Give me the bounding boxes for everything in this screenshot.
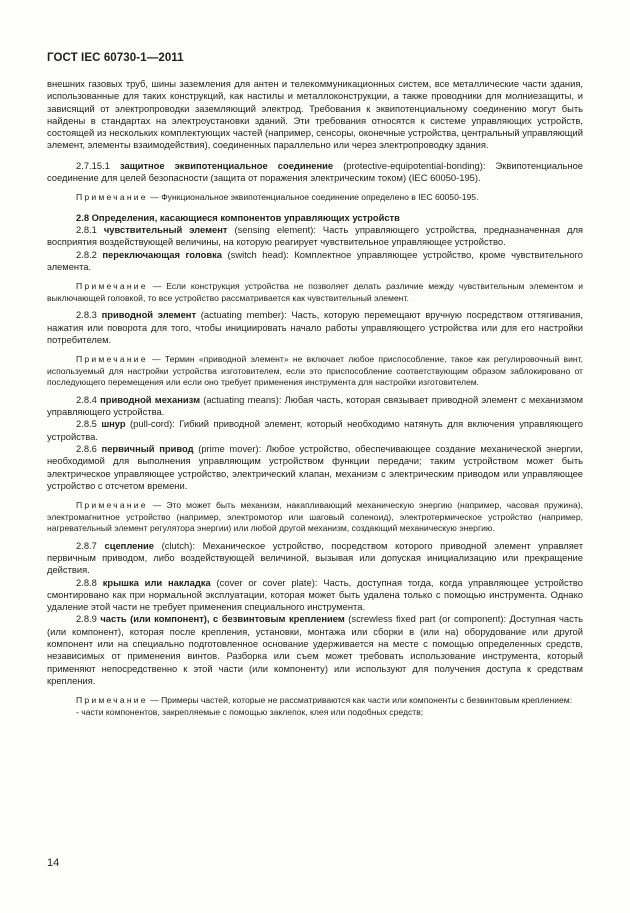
note-label: Примечание xyxy=(76,281,148,292)
paragraph-continuation: внешних газовых труб, шины заземления для антен и телекоммуникационных систем, все металлические части здания, использованные для таких конструкций, как настилы и металлоконструкции, а также проводники для молниезащиты, и зависящий от электропроводки заземляющий электрод. Требования к эквипотенциальному соединению могут быть найдены в стандартах на электроустановки зданий. Эти требования относятся к системе управляющих устройств, состоящей из нескольких комплектующих частей (например, сенсоры, оконечные устройства, центральный управляющий элемент, элементы взаимодействия), соединенных параллельно или через электропроводку здания. xyxy=(47,78,583,151)
definition-2-8-4: 2.8.4 приводной механизм (actuating means): Любая часть, которая связывает приводной элемент с механизмом управляющего устройства. xyxy=(47,393,583,418)
definition-2-8-3: 2.8.3 приводной элемент (actuating member): Часть, которую перемещают вручную посредством оттягивания, нажатия или поворота для того, чтобы инициировать начало работы управляющего устройства или для его настройки потребителем. xyxy=(47,309,583,345)
standard-header: ГОСТ IEC 60730-1—2011 xyxy=(47,52,184,64)
definition-2-8-2: 2.8.2 переключающая головка (switch head): Комплектное управляющее устройство, кроме чувствительного элемента. xyxy=(47,248,583,273)
definition-2-8-1: 2.8.1 чувствительный элемент (sensing element): Часть управляющего устройства, предназначенная для восприятия воздействующей величины, на которую реагирует чувствительное управляющее устройство. xyxy=(47,224,583,248)
note-1: Примечание — Функциональное эквипотенциальное соединение определено в IEC 60050-195. xyxy=(76,192,479,203)
page-content xyxy=(47,78,583,718)
note-label: Примечание xyxy=(76,695,148,706)
definition-2-8-6: 2.8.6 первичный привод (prime mover): Любое устройство, обеспечивающее создание механической энергии, необходимой для выполнения управляющим устройством функции передачи; таким устройством может быть электрическое управляющее устройство, электрический клапан, механизм с электрическим приводом или управляющее устройство с отсчетом времени. xyxy=(47,442,583,491)
page-number: 14 xyxy=(47,857,60,869)
definition-2-8-9: 2.8.9 часть (или компонент), с безвинтовым креплением (screwless fixed part (or component): Доступная часть (или компонент), которая после крепления, установки, монтажа или сборки в (или на) оборудование или другой компонент или на специально подготовленное основание удерживается на месте с помощью определенных средств, независимых от применения винтов. Разборка или съем может требовать использование инструмента, который применяют непосредственно к этой части (или компоненту) или используют для получения доступа к средствам крепления. xyxy=(47,613,583,686)
note-5: Примечание — Примеры частей, которые не рассматриваются как части или компоненты с безвинтовым креплением: xyxy=(76,695,573,706)
note-5-list-item: - части компонентов, закрепляемые с помощью заклепок, клея или подобных средств; xyxy=(76,706,424,717)
definition-2-8-8: 2.8.8 крышка или накладка (cover or cover plate): Часть, доступная тогда, когда управляющее устройство смонтировано как при нормальной эксплуатации, которая может быть удалена только с помощью инструмента. Однако удаление этой части не требует применения специального инструмента. xyxy=(47,576,584,613)
note-3: Примечание — Термин «приводной элемент» не включает любое приспособление, такое как регулировочный винт, используемый для настройки устройства изготовителем, если это приспособление соответствующим образом заблокировано от последующего перемещения или если оно требует применения инструмента для настройки изготовителем. xyxy=(47,354,583,388)
definition-2-8-7: 2.8.7 сцепление (clutch): Механическое устройство, посредством которого приводной элемент управляет первичным приводом, либо воздействующей величиной, вызывая или допуская инициализацию или прекращение действия. xyxy=(47,539,584,576)
note-2: Примечание — Если конструкция устройства не позволяет делать различие между чувствительным элементом и выключающей головкой, то все устройство рассматривается как чувствительный элемент. xyxy=(47,281,583,303)
section-heading-2-8: 2.8 Определения, касающиеся компонентов управляющих устройств xyxy=(76,211,400,223)
note-label: Примечание xyxy=(76,500,148,511)
definition-2-7-15-1: 2.7.15.1 защитное эквипотенциальное соединение (protective-equipotential-bonding): Эквипотенциальное соединение для целей безопасности (защита от поражения электрическим током) (IEC 60050-195). xyxy=(47,159,584,184)
note-label: Примечание xyxy=(76,192,148,203)
note-label: Примечание xyxy=(76,354,148,365)
definition-2-8-5: 2.8.5 шнур (pull-cord): Гибкий приводной элемент, который необходимо натянуть для включения управляющего устройства. xyxy=(47,418,583,442)
note-4: Примечание — Это может быть механизм, накапливающий механическую энергию (например, часовая пружина), электромагнитное устройство (например, электромотор или шаговый соленоид), электротермическое устройство (например, нагревательный элемент регулятора энергии) или любой другой механизм, создающий механическую энергию. xyxy=(47,500,583,534)
